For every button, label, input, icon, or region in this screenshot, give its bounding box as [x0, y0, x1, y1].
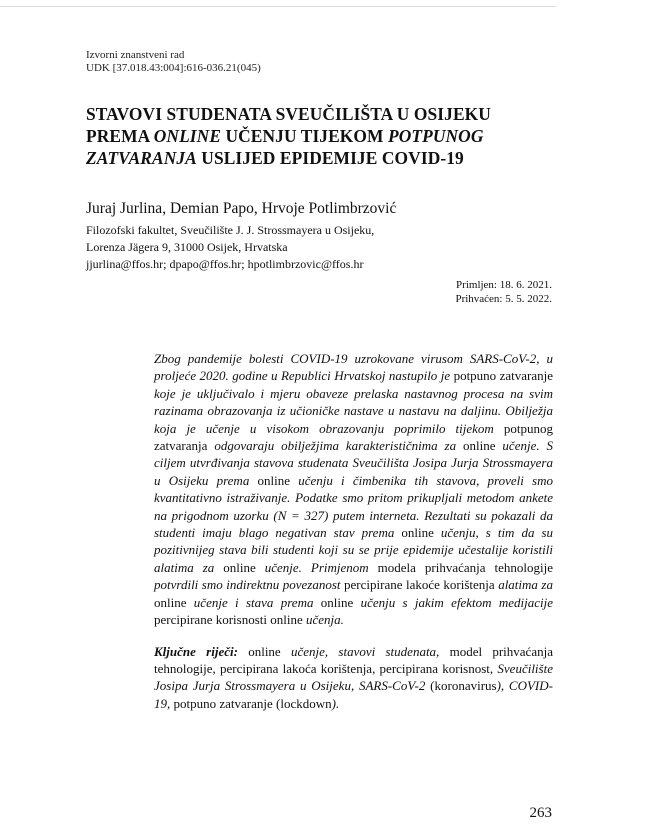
top-rule	[0, 6, 556, 7]
affiliation-institution: Filozofski fakultet, Sveučilište J. J. Strossmayera u Osijeku,	[86, 223, 375, 237]
title-line-2: PREMA ONLINE UČENJU TIJEKOM POTPUNOG	[86, 126, 484, 146]
udk-code: UDK [37.018.43:004]:616-036.21(045)	[86, 62, 261, 74]
received-date: Primljen: 18. 6. 2021.	[456, 279, 552, 291]
keywords-label: Ključne riječi:	[154, 643, 238, 659]
affiliation	[86, 222, 374, 273]
author-emails: jjurlina@ffos.hr; dpapo@ffos.hr; hpotlimbrzovic@ffos.hr	[86, 257, 364, 271]
abstract-text: Zbog pandemije bolesti COVID-19 uzrokovane virusom SARS-CoV-2, u proljeće 2020. godine u Republici Hrvatskoj nastupilo je potpuno zatvaranje koje je uključivalo i mjeru obaveze prelaska nastavnog procesa na svim razinama obrazovanja iz učioničke nastave u nastavu na daljinu. Obilježja koja je učenje u visokom obrazovanju poprimilo tijekom potpunog zatvaranja odgovaraju obilježjima karakterističnima za online učenje. S ciljem utvrđivanja stavova studenata Sveučilišta Josipa Jurja Strossmayera u Osijeku prema online učenju i čimbenika tih stavova, proveli smo kvantitativno istraživanje. Podatke smo pritom prikupljali metodom ankete na prigodnom uzorku (N = 327) putem interneta. Rezultati su pokazali da studenti imaju blago negativan stav prema online učenju, s tim da su pozitivnijeg stava bili studenti koji su se prije epidemije učestalije koristili alatima za online učenje. Primjenom modela prihvaćanja tehnologije potvrdili smo indirektnu povezanost percipirane lakoće korištenja alatima za online učenje i stava prema online učenju s jakim efektom medijacije percipirane korisnosti online učenja.	[154, 351, 554, 628]
article-category: Izvorni znanstveni rad	[86, 49, 185, 61]
submission-dates	[455, 278, 552, 306]
article-title	[86, 103, 556, 169]
abstract	[154, 350, 553, 712]
affiliation-address: Lorenza Jägera 9, 31000 Osijek, Hrvatska	[86, 240, 288, 254]
page-number: 263	[529, 805, 552, 821]
title-line-1: STAVOVI STUDENATA SVEUČILIŠTA U OSIJEKU	[86, 104, 491, 124]
article-meta	[86, 49, 261, 75]
authors: Juraj Jurlina, Demian Papo, Hrvoje Potlimbrzović	[86, 200, 397, 217]
keywords: Ključne riječi: online učenje, stavovi studenata, model prihvaćanja tehnologije, percipirana lakoća korištenja, percipirana korisnost, Sveučilište Josipa Jurja Strossmayera u Osijeku, SARS-CoV-2 (koronavirus), COVID-19, potpuno zatvaranje (lockdown).	[154, 643, 553, 711]
title-line-3: ZATVARANJA USLIJED EPIDEMIJE COVID-19	[86, 148, 464, 168]
accepted-date: Prihvaćen: 5. 5. 2022.	[455, 293, 552, 305]
